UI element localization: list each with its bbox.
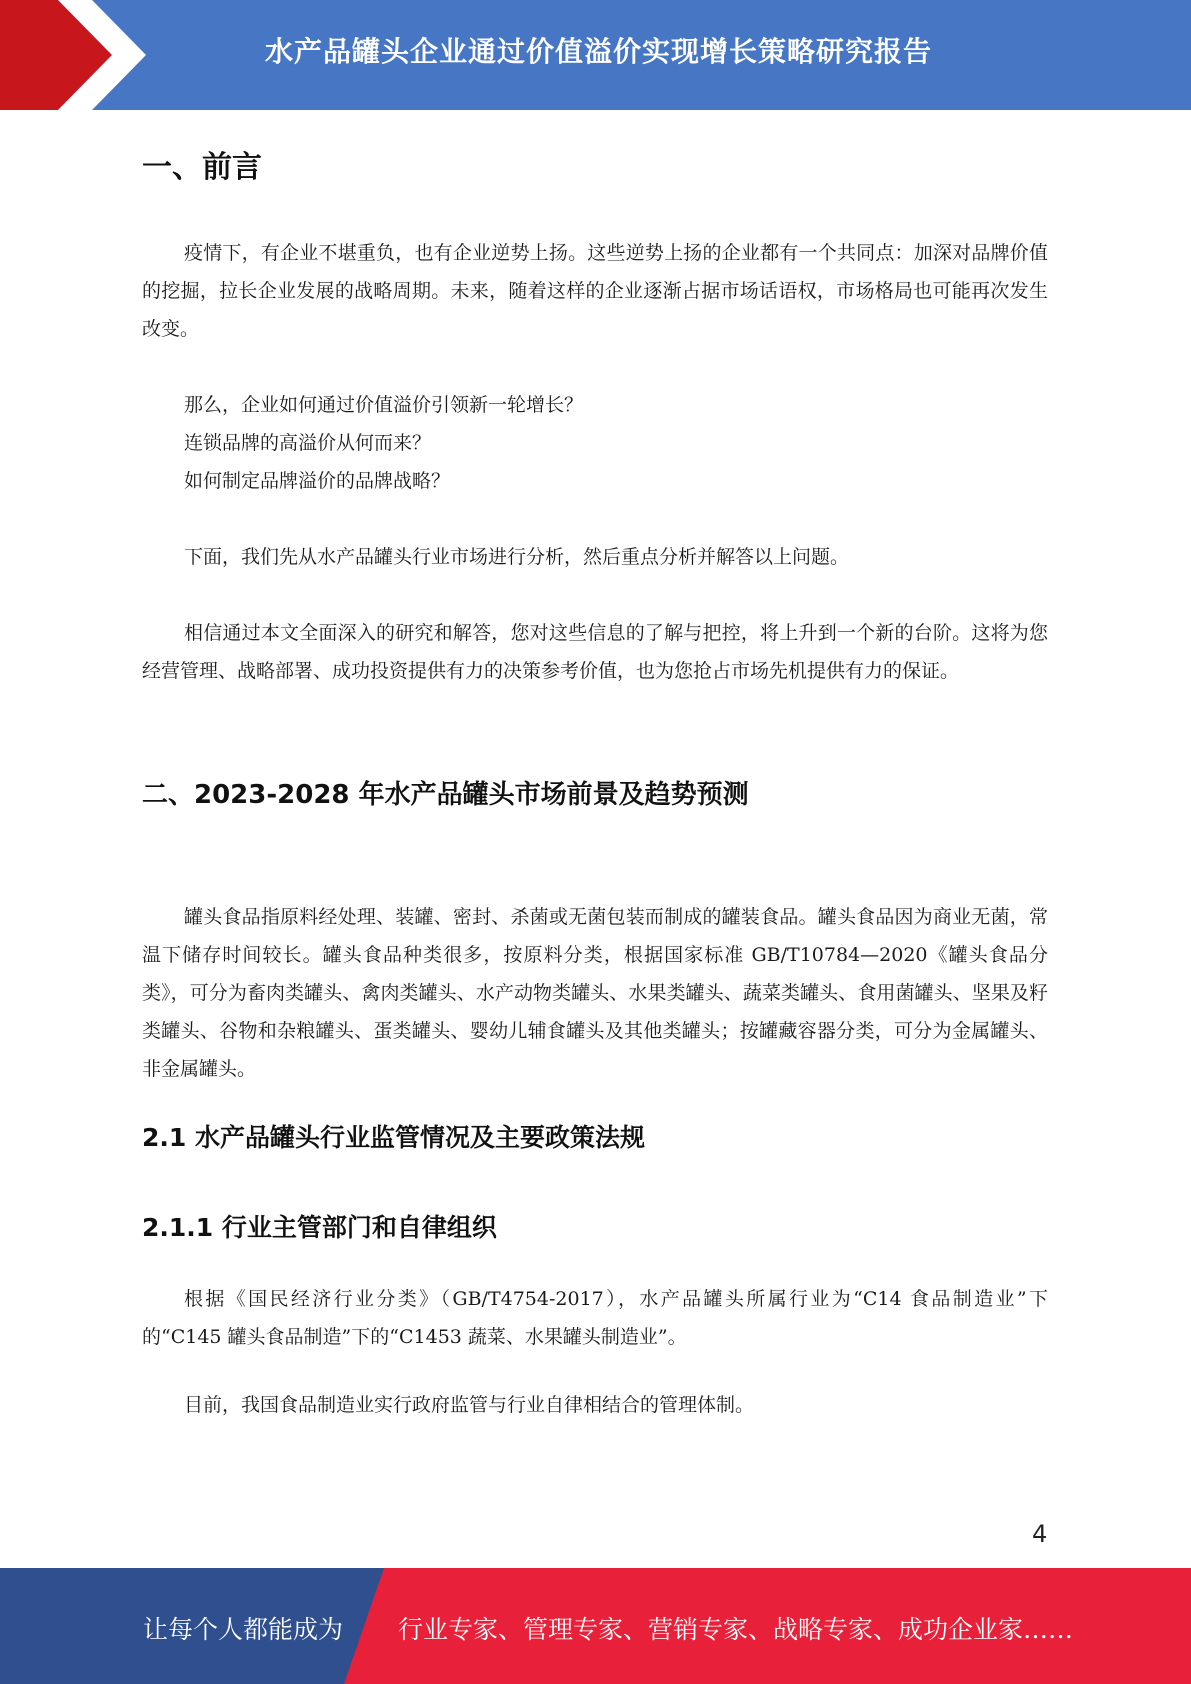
intro-paragraph-2: 下面，我们先从水产品罐头行业市场进行分析，然后重点分析并解答以上问题。 xyxy=(184,546,850,568)
footer-slogan-left: 让每个人都能成为 xyxy=(143,1615,344,1644)
intro-paragraph-1: 疫情下，有企业不堪重负，也有企业逆势上扬。这些逆势上扬的企业都有一个共同点：加深对品牌价值的挖掘，拉长企业发展的战略周期。未来，随着这样的企业逐渐占据市场话语权，市场格局也可能再次发生改变。 xyxy=(142,242,1048,340)
intro-question-1: 那么，企业如何通过价值溢价引领新一轮增长？ xyxy=(184,394,584,416)
forecast-paragraph-1: 罐头食品指原料经处理、装罐、密封、杀菌或无菌包装而制成的罐装食品。罐头食品因为商业无菌，常温下储存时间较长。罐头食品种类很多，按原料分类，根据国家标准 GB/T10784—2020《罐头食品分类》，可分为畜肉类罐头、禽肉类罐头、水产动物类罐头、水果类罐头、蔬菜类罐头、食用菌罐头、坚果及籽类罐头、谷物和杂粮罐头、蛋类罐头、婴幼儿辅食罐头及其他类罐头；按罐藏容器分类，可分为金属罐头、非金属罐头。 xyxy=(142,906,1048,1080)
subsection-heading-2-1-1: 2.1.1 行业主管部门和自律组织 xyxy=(142,1213,497,1242)
page-header xyxy=(0,0,1191,110)
subsection-paragraph-2: 目前，我国食品制造业实行政府监管与行业自律相结合的管理体制。 xyxy=(184,1394,755,1416)
intro-question-2: 连锁品牌的高溢价从何而来？ xyxy=(184,432,432,454)
page-footer xyxy=(0,1568,1191,1684)
section-heading-intro: 一、前言 xyxy=(142,150,262,185)
section-heading-forecast: 二、2023-2028 年水产品罐头市场前景及趋势预测 xyxy=(142,780,749,810)
intro-paragraph-3: 相信通过本文全面深入的研究和解答，您对这些信息的了解与把控，将上升到一个新的台阶。这将为您经营管理、战略部署、成功投资提供有力的决策参考价值，也为您抢占市场先机提供有力的保证。 xyxy=(142,622,1048,682)
subsection-heading-2-1: 2.1 水产品罐头行业监管情况及主要政策法规 xyxy=(142,1123,645,1152)
subsection-paragraph-1: 根据《国民经济行业分类》（GB/T4754-2017），水产品罐头所属行业为“C14 食品制造业”下的“C145 罐头食品制造”下的“C1453 蔬菜、水果罐头制造业”。 xyxy=(142,1288,1048,1348)
page-number: 4 xyxy=(1032,1520,1048,1548)
report-title: 水产品罐头企业通过价值溢价实现增长策略研究报告 xyxy=(265,35,933,68)
intro-question-3: 如何制定品牌溢价的品牌战略？ xyxy=(184,470,451,492)
footer-slogan-right: 行业专家、管理专家、营销专家、战略专家、成功企业家…… xyxy=(398,1615,1074,1644)
header-arrow-decoration xyxy=(0,0,160,110)
